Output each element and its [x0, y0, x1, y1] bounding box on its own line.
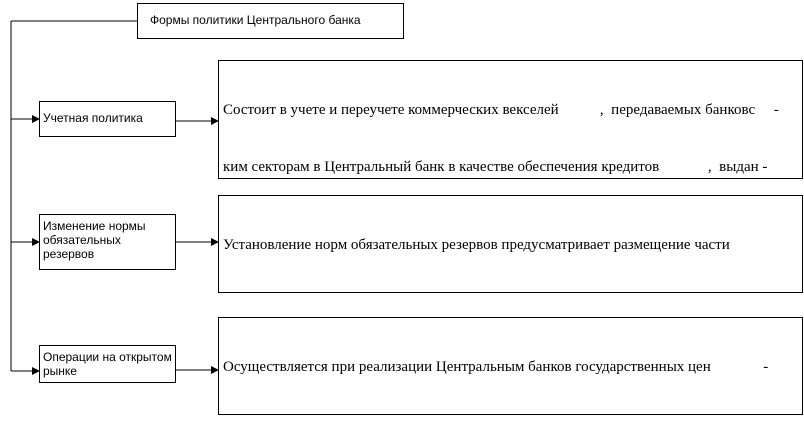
- root-label: Формы политики Центрального банка: [150, 13, 361, 27]
- description-line: Установление норм обязательных резервов предусматривает размещение части: [223, 237, 730, 253]
- form-label: Учетная политика: [43, 111, 143, 125]
- description-line: Осуществляется при реализации Центральным банков государственных цен -: [223, 359, 769, 375]
- root-node: [137, 3, 404, 39]
- description-line: Состоит в учете и переучете коммерческих векселей , передаваемых банковс -: [223, 102, 779, 118]
- form-node-open-market-operations: [39, 345, 176, 383]
- description-open-market-operations: [218, 317, 803, 415]
- description-reserve-requirements: [218, 195, 803, 293]
- description-discount-policy: [218, 60, 803, 179]
- form-node-reserve-requirements: [39, 214, 176, 270]
- form-node-discount-policy: [39, 101, 176, 137]
- description-line: ким секторам в Центральный банк в качестве обеспечения кредитов , выдан -: [223, 159, 768, 175]
- form-label: Изменение нормы обязательных резервов: [43, 219, 146, 261]
- form-label: Операции на открытом рынке: [43, 350, 172, 378]
